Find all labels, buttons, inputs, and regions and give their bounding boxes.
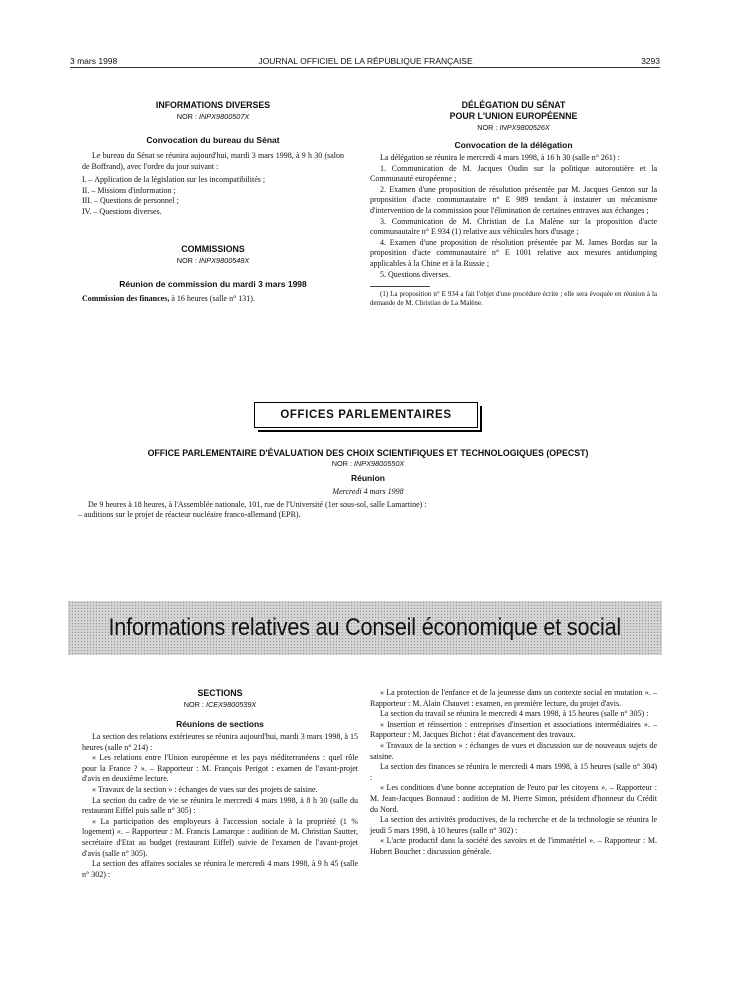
infos-diverses-title: INFORMATIONS DIVERSES (155, 100, 271, 110)
nor-code: INPX9800550X (353, 459, 405, 468)
section-paragraph: « Insertion et réinsertion : entreprises d'insertion et associations intermédiaires ». – Rapporteur : M. Jacques Bichot : état d'avancement des travaux. (370, 719, 657, 740)
sections-subtitle: Réunions de sections (176, 719, 264, 729)
opecst-paragraph-2: – auditions sur le projet de réacteur nucléaire franco-allemand (EPR). (78, 510, 301, 520)
nor-code: INPX9800507X (198, 112, 250, 121)
sections-title: SECTIONS (197, 688, 243, 698)
list-item: 5. Questions diverses. (380, 269, 451, 279)
sections-left-column (82, 688, 358, 880)
delegation-subtitle: Convocation de la délégation (454, 140, 573, 150)
section-paragraph: « L'acte productif dans la société des savoirs et de l'immatériel ». – Rapporteur : M. Hubert Bouchet : discussion générale. (370, 836, 657, 856)
opecst-date: Mercredi 4 mars 1998 (332, 487, 404, 496)
ces-banner-text: Informations relatives au Conseil économique et social (108, 614, 622, 641)
infos-diverses-nor (82, 111, 344, 122)
opecst-nor (78, 459, 658, 468)
infos-diverses-subtitle: Convocation du bureau du Sénat (146, 135, 280, 145)
infos-diverses-paragraph: Le bureau du Sénat se réunira aujourd'hui, mardi 3 mars 1998, à 9 h 30 (salon de Boffrand), avec l'ordre du jour suivant : (82, 151, 344, 171)
commission-time: à 16 heures (salle n° 131). (169, 293, 255, 303)
delegation-footnote: (1) La proposition n° E 934 a fait l'objet d'une procédure écrite ; elle sera évoquée en réunion à la demande de M. Christian de La Malène. (370, 290, 657, 308)
commissions-nor (82, 255, 344, 266)
left-column-top (82, 100, 344, 304)
nor-label: NOR : (176, 255, 199, 265)
nor-label: NOR : (176, 112, 199, 121)
section-paragraph: « Travaux de la section » : échanges de vues sur des projets de saisine. (92, 784, 318, 794)
section-paragraph: « La protection de l'enfance et de la jeunesse dans un contexte social en mutation ». – Rapporteur : M. Alain Chauvet : examen, en première lecture, du projet d'avis. (370, 688, 657, 708)
delegation-title-line1: DÉLÉGATION DU SÉNAT (461, 100, 566, 110)
delegation-paragraph: La délégation se réunira le mercredi 4 mars 1998, à 16 h 30 (salle n° 261) : (380, 153, 620, 162)
sections-nor (82, 699, 358, 710)
offices-parlementaires-box: OFFICES PARLEMENTAIRES (254, 402, 478, 428)
section-paragraph: La section des relations extérieures se réunira aujourd'hui, mardi 3 mars 1998, à 15 heures (salle n° 214) : (82, 732, 358, 752)
opecst-title: OFFICE PARLEMENTAIRE D'ÉVALUATION DES CHOIX SCIENTIFIQUES ET TECHNOLOGIQUES (OPECST) (147, 448, 589, 458)
opecst-subtitle: Réunion (351, 473, 385, 483)
opecst-paragraph: De 9 heures à 18 heures, à l'Assemblée nationale, 101, rue de l'Université (1er sous-sol, salle Lamartine) : (88, 499, 427, 509)
sections-right-column (370, 688, 657, 858)
section-paragraph: La section des activités productives, de la recherche et de la technologie se réunira le jeudi 5 mars 1998, à 10 heures (salle n° 302) : (370, 815, 657, 835)
section-paragraph: La section du travail se réunira le mercredi 4 mars 1998, à 15 heures (salle n° 305) : (380, 709, 649, 719)
section-paragraph: La section du cadre de vie se réunira le mercredi 4 mars 1998, à 8 h 30 (salle du restaurant Eiffel puis salle n° 305) : (82, 795, 358, 816)
nor-code: ICEX9800539X (205, 700, 257, 709)
section-paragraph: « Les conditions d'une bonne acceptation de l'euro par les citoyens ». – Rapporteur : M. Jean-Jacques Bonnaud : audition de M. Pierre Simon, président d'honneur du Crédit du Nord. (370, 783, 657, 814)
nor-label: NOR : (477, 123, 500, 132)
delegation-nor (370, 122, 657, 133)
section-paragraph: « La participation des employeurs à l'accession sociale à la propriété (1 % logement) ». – Rapporteur : M. Francis Lamarque : audition de M. Christian Sautter, secrétaire d'Etat au budget (restaurant Eiffel) suivie de l'examen de l'avant-projet d'avis (salle n° 305). (82, 816, 358, 858)
list-item: 4. Examen d'une proposition de résolution présentée par M. James Bordas sur la proposition d'acte communautaire n° E 1001 relative aux mesures antidumping applicables à la Chine et à la Russie ; (370, 237, 657, 268)
header-rule (70, 67, 660, 68)
section-paragraph: La section des finances se réunira le mercredi 4 mars 1998, à 15 heures (salle n° 304) : (370, 762, 657, 782)
section-paragraph: « Les relations entre l'Union européenne et les pays méditerranéens : quel rôle pour la France ? ». – Rapporteur : M. François Perigot : examen de l'avant-projet d'avis en deuxième lecture. (82, 753, 358, 784)
commissions-subtitle: Réunion de commission du mardi 3 mars 1998 (119, 278, 307, 289)
list-item: IV. – Questions diverses. (82, 206, 162, 216)
nor-label: NOR : (331, 459, 354, 468)
infos-diverses-list (82, 175, 344, 217)
header-date: 3 mars 1998 (70, 56, 118, 66)
list-item: 2. Examen d'une proposition de résolution présentée par M. Jacques Genton sur la proposition d'acte communautaire n° E 989 tendant à instaurer un mécanisme d'intervention de la commission pour l'élimination de certaines entraves aux échanges ; (370, 184, 657, 215)
commissions-title: COMMISSIONS (181, 243, 245, 254)
list-item: 1. Communication de M. Jacques Oudin sur la politique autoroutière et la Communauté européenne ; (370, 163, 657, 184)
list-item: II. – Missions d'information ; (82, 185, 176, 195)
delegation-title-line2: POUR L'UNION EUROPÉENNE (449, 111, 578, 121)
right-column-top (370, 100, 657, 308)
section-paragraph: La section des affaires sociales se réunira le mercredi 4 mars 1998, à 9 h 45 (salle n° 302) : (82, 859, 358, 879)
list-item: 3. Communication de M. Christian de La Malène sur la proposition d'acte communautaire n° E 934 (1) relative aux véhicules hors d'usage ; (370, 216, 657, 237)
opecst-section (78, 448, 658, 521)
section-paragraph: « Travaux de la section » : échanges de vues et discussion sur de nouveaux sujets de saisine. (370, 740, 657, 761)
nor-label: NOR : (183, 700, 206, 709)
nor-code: INPX9800548X (198, 255, 250, 265)
list-item: I. – Application de la législation sur les incompatibilités ; (82, 175, 266, 185)
nor-code: INPX9800526X (499, 123, 550, 132)
header-page-number: 3293 (641, 56, 660, 66)
footnote-rule (370, 286, 430, 287)
header-journal-title: JOURNAL OFFICIEL DE LA RÉPUBLIQUE FRANÇAISE (258, 56, 473, 66)
commission-name: Commission des finances, (82, 293, 170, 303)
list-item: III. – Questions de personnel ; (82, 196, 179, 206)
ces-banner (68, 601, 662, 655)
commissions-line (82, 294, 344, 305)
